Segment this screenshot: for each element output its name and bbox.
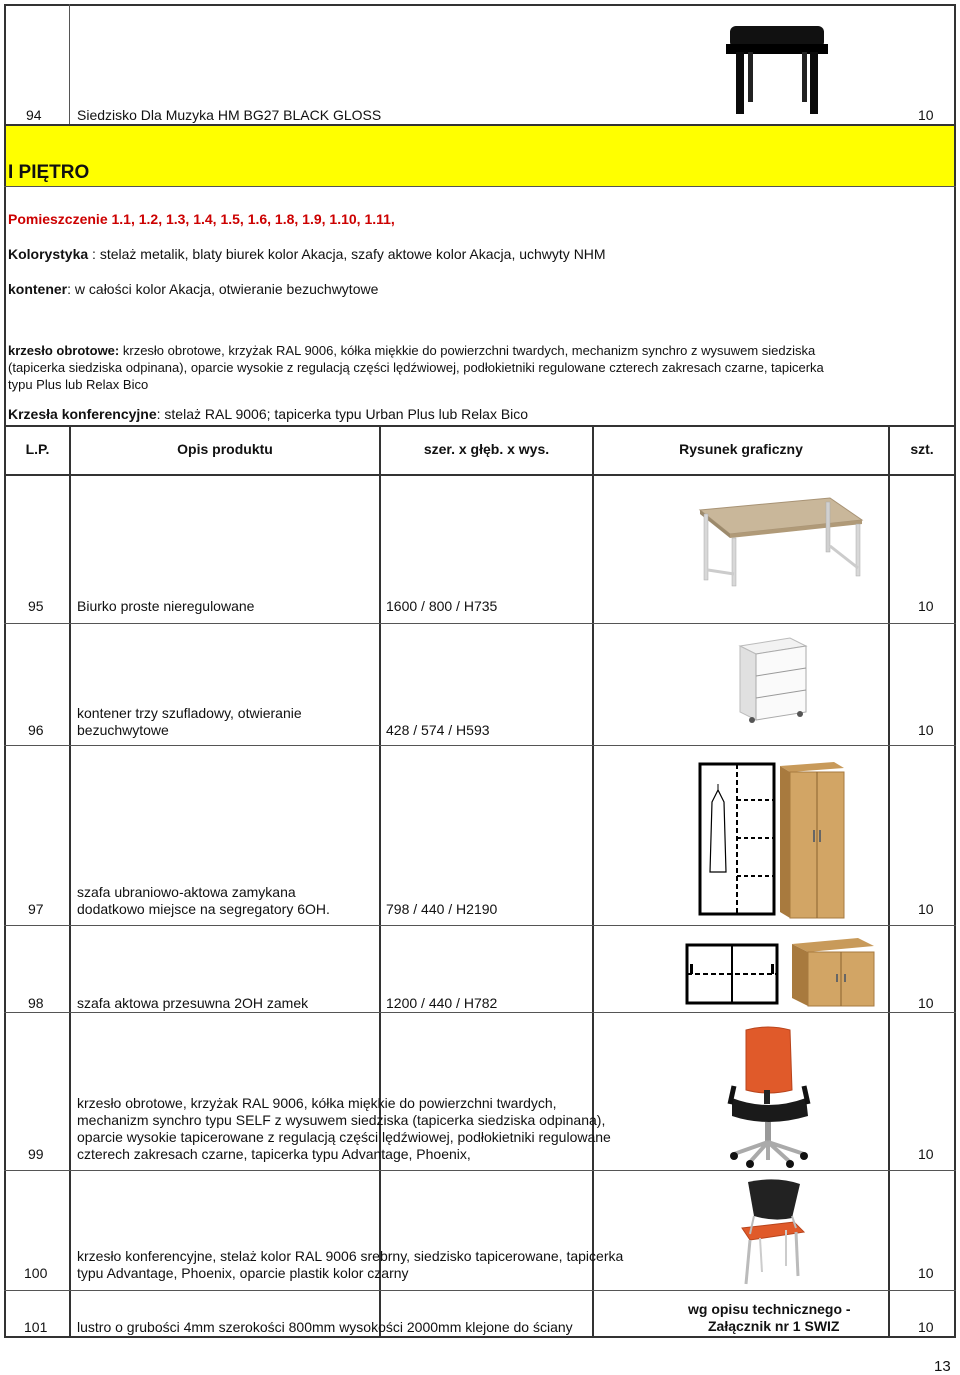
kontener-label: kontener [8, 281, 68, 297]
sliding-cabinet-image [788, 934, 878, 1010]
konferencyjne-line [8, 406, 528, 423]
section-band [6, 126, 954, 186]
row-94-qty: 10 [918, 107, 934, 123]
row-94-desc: Siedzisko Dla Muzyka HM BG27 BLACK GLOSS [77, 107, 382, 123]
row-96-desc-1: kontener trzy szufladowy, otwieranie [77, 705, 302, 721]
row-101-lp: 101 [24, 1319, 48, 1335]
sliding-cabinet-drawing [684, 942, 780, 1006]
conference-chair-image [736, 1176, 808, 1288]
krzeslo-line-3: typu Plus lub Relax Bico [8, 377, 149, 392]
krzeslo-label: krzesło obrotowe: [8, 343, 120, 358]
row-98-lp: 98 [28, 995, 44, 1011]
row-101-drawing-1: wg opisu technicznego - [688, 1301, 851, 1317]
desk-image [690, 490, 870, 590]
row-100-lp: 100 [24, 1265, 48, 1281]
wardrobe-image [776, 760, 848, 922]
row-97-qty: 10 [918, 901, 934, 917]
row-100-desc-1: krzesło konferencyjne, stelaż kolor RAL 9006 srebrny, siedzisko tapicerowane, tapicerka [77, 1248, 624, 1264]
row-99-desc-4: czterech zakresach czarne, tapicerka typu Advantage, Phoenix, [77, 1146, 471, 1162]
row-101-qty: 10 [918, 1319, 934, 1335]
krzeslo-line-1 [8, 342, 815, 359]
wardrobe-drawing [698, 762, 776, 916]
row-97-dim: 798 / 440 / H2190 [386, 901, 498, 917]
row-98-qty: 10 [918, 995, 934, 1011]
row-99-qty: 10 [918, 1146, 934, 1162]
row-101-desc: lustro o grubości 4mm szerokości 800mm wysokości 2000mm klejone do ściany [77, 1319, 573, 1335]
konferencyjne-label: Krzesła konferencyjne [8, 406, 157, 422]
row-100-desc-2: typu Advantage, Phoenix, oparcie plastik kolor czarny [77, 1265, 409, 1281]
row-97-lp: 97 [28, 901, 44, 917]
row-99-desc-2: mechanizm synchro typu SELF z wysuwem siedziska (tapicerka siedziska odpinana), [77, 1112, 606, 1128]
header-opis: Opis produktu [177, 441, 273, 457]
row-98-desc: szafa aktowa przesuwna 2OH zamek [77, 995, 309, 1011]
row-95-lp: 95 [28, 598, 44, 614]
row-100-qty: 10 [918, 1265, 934, 1281]
office-chair-image [720, 1024, 820, 1168]
row-96-desc-2: bezuchwytowe [77, 722, 169, 738]
row-99-desc-3: oparcie wysokie tapicerowane z regulacją części lędźwiowej, podłokietniki regulowane [77, 1129, 611, 1145]
row-96-lp: 96 [28, 722, 44, 738]
konferencyjne-text: : stelaż RAL 9006; tapicerka typu Urban Plus lub Relax Bico [156, 406, 529, 422]
row-96-qty: 10 [918, 722, 934, 738]
row-99-lp: 99 [28, 1146, 44, 1162]
page-number: 13 [934, 1358, 951, 1375]
row-97-desc-1: szafa ubraniowo-aktowa zamykana [77, 884, 296, 900]
kolorystyka-line [8, 246, 606, 263]
header-wym: szer. x głęb. x wys. [423, 441, 550, 457]
kontener-text: : w całości kolor Akacja, otwieranie bezuchwytowe [67, 281, 379, 297]
header-lp: L.P. [25, 441, 50, 457]
header-szt: szt. [910, 441, 934, 457]
section-title: I PIĘTRO [8, 162, 90, 183]
row-101-drawing-2: Załącznik nr 1 SWIZ [708, 1318, 840, 1334]
row-97-desc-2: dodatkowo miejsce na segregatory 6OH. [77, 901, 330, 917]
kolorystyka-text: : stelaż metalik, blaty biurek kolor Akacja, szafy aktowe kolor Akacja, uchwyty NHM [88, 246, 606, 262]
kolorystyka-label: Kolorystyka [8, 246, 89, 262]
piano-bench-image [722, 18, 832, 120]
krzeslo-line-2: (tapicerka siedziska odpinana), oparcie wysokie z regulacją części lędźwiowej, podłokietniki regulowane czterech zakresach czarne, tapicerka [8, 360, 824, 375]
row-99-desc-1: krzesło obrotowe, krzyżak RAL 9006, kółka miękkie do powierzchni twardych, [77, 1095, 557, 1111]
kontener-line [8, 281, 378, 298]
row-95-desc: Biurko proste nieregulowane [77, 598, 255, 614]
row-96-dim: 428 / 574 / H593 [386, 722, 490, 738]
krzeslo-text-1: krzesło obrotowe, krzyżak RAL 9006, kółka miękkie do powierzchni twardych, mechanizm synchro z wysuwem siedziska [119, 343, 816, 358]
header-rys: Rysunek graficzny [679, 441, 803, 457]
row-95-qty: 10 [918, 598, 934, 614]
row-95-dim: 1600 / 800 / H735 [386, 598, 498, 614]
container-image [734, 632, 812, 726]
row-94-lp: 94 [26, 107, 42, 123]
row-98-dim: 1200 / 440 / H782 [386, 995, 498, 1011]
rooms-line: Pomieszczenie 1.1, 1.2, 1.3, 1.4, 1.5, 1.6, 1.8, 1.9, 1.10, 1.11, [8, 211, 395, 227]
